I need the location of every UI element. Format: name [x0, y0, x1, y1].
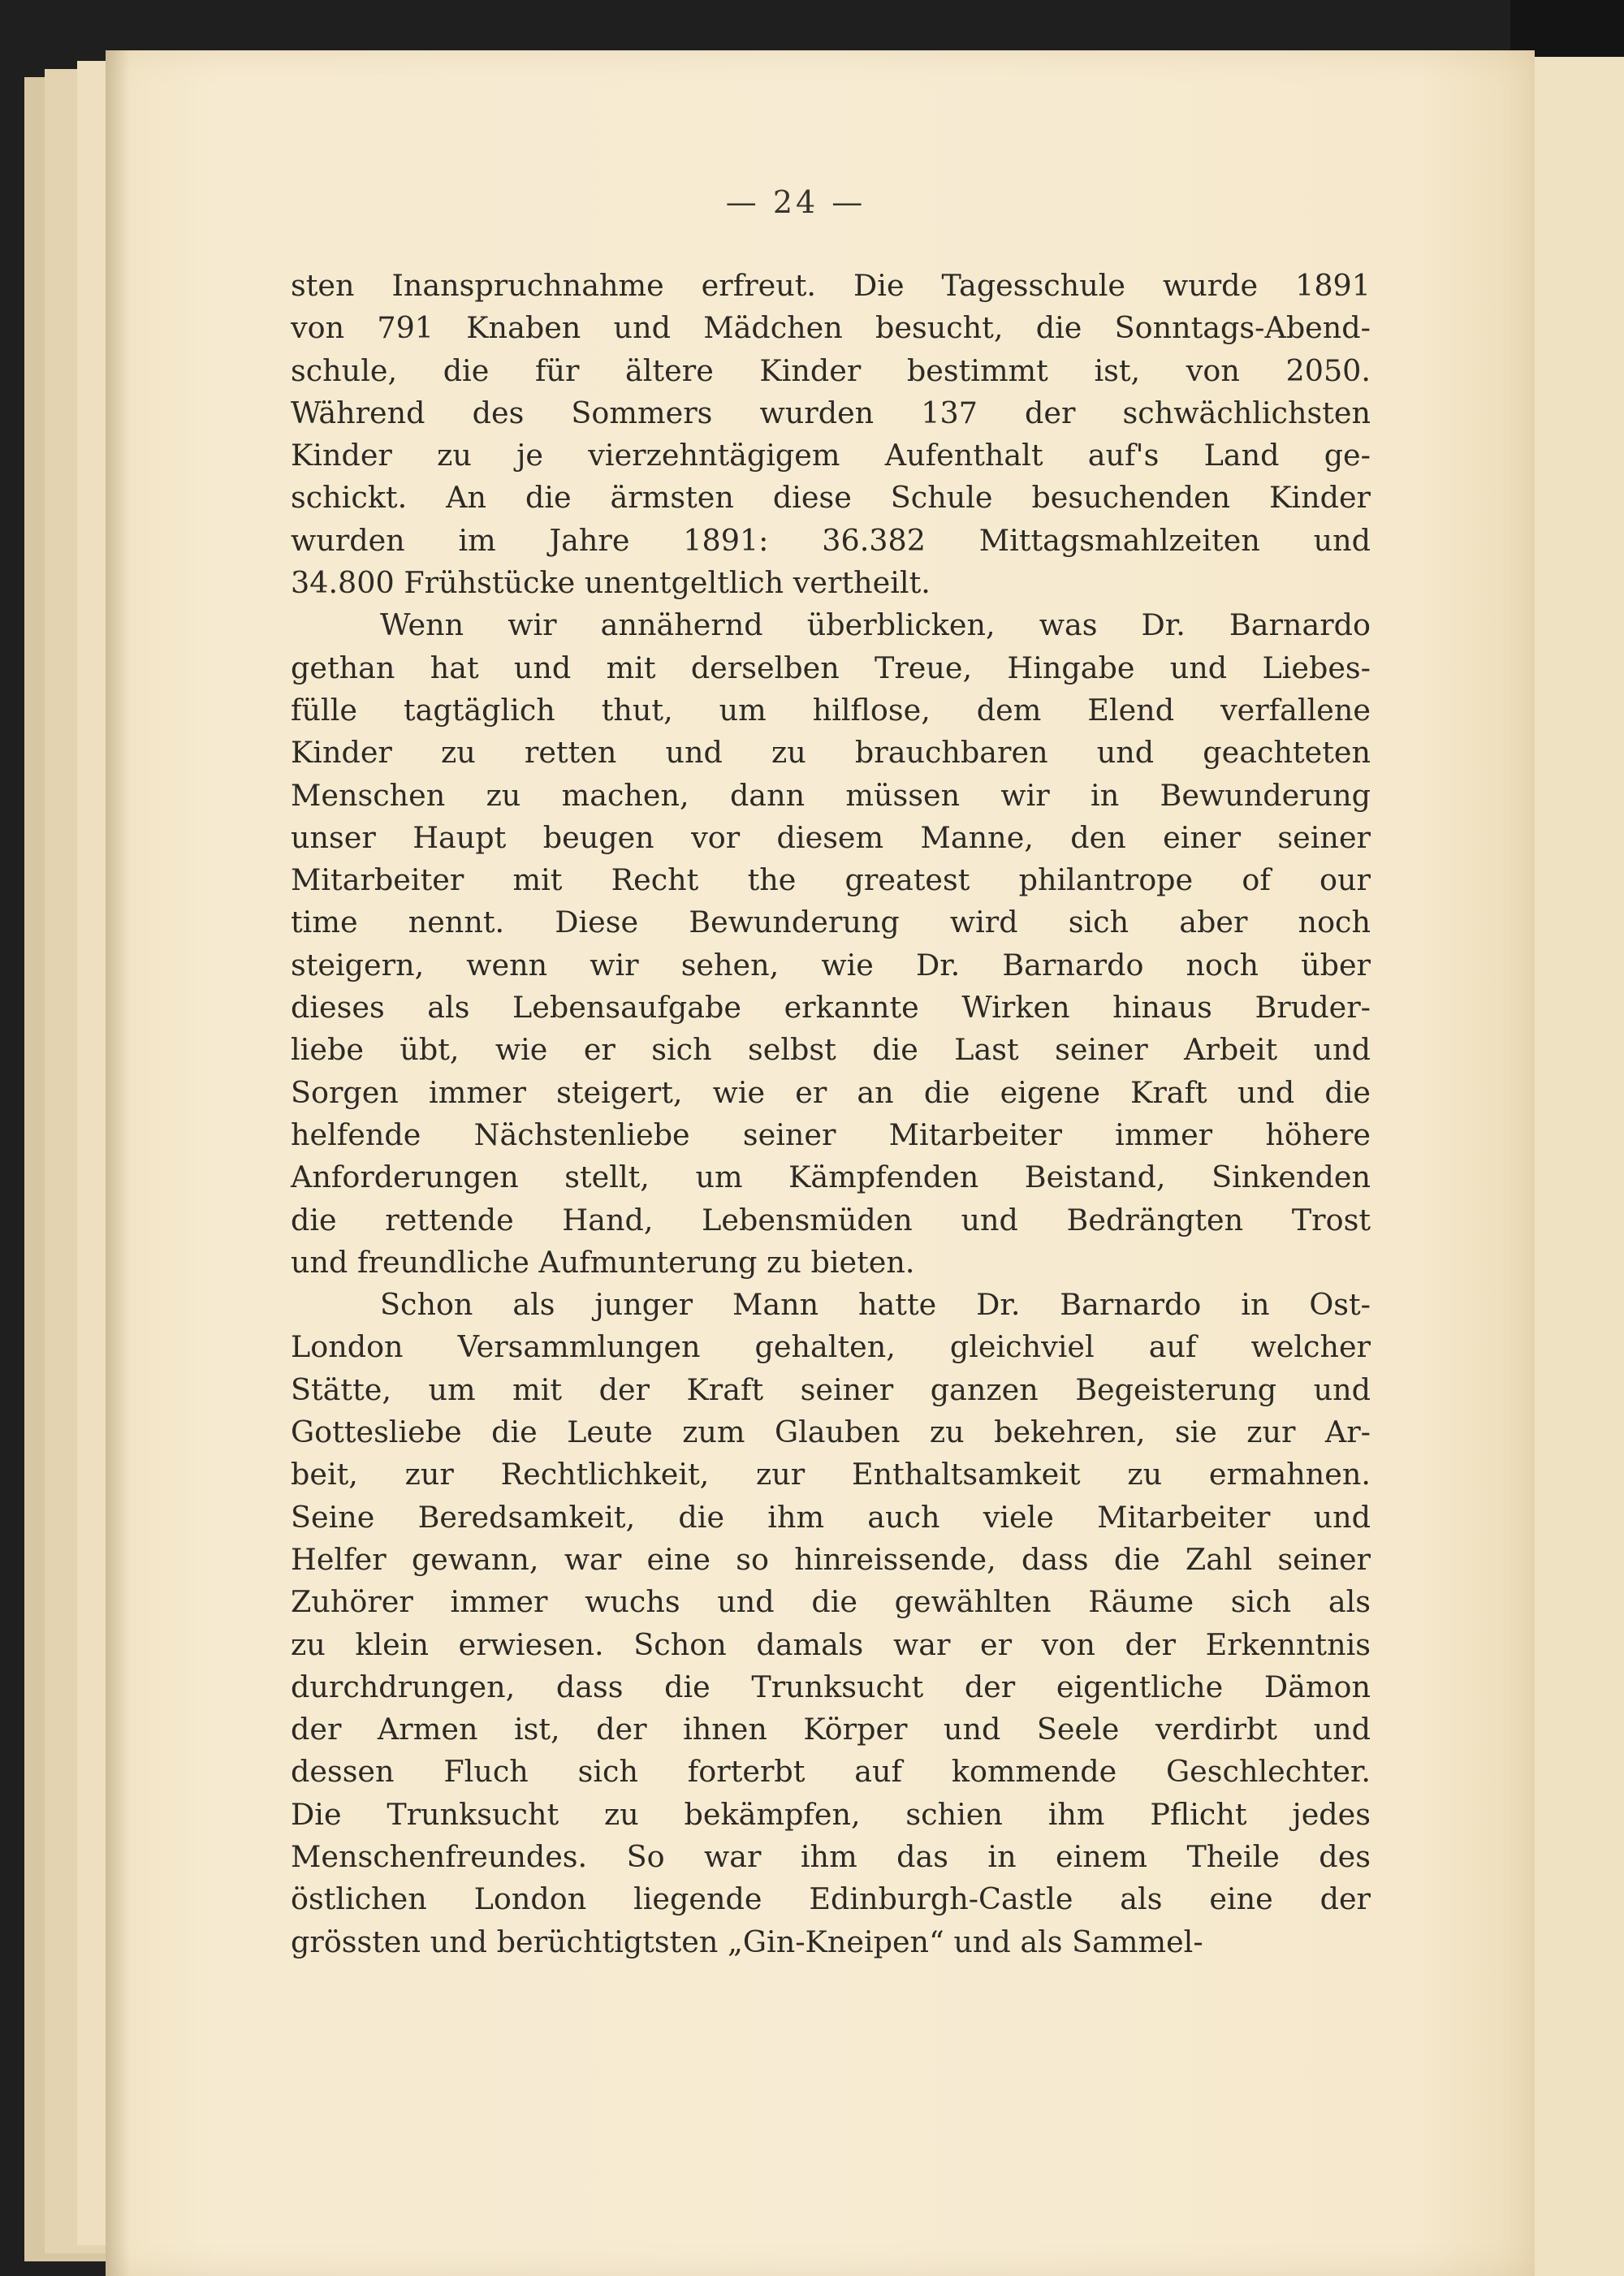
binding-shadow: [106, 50, 130, 2276]
text-line: wurden im Jahre 1891: 36.382 Mittagsmahlzeiten und: [291, 522, 1371, 558]
text-line: Kinder zu je vierzehntägigem Aufenthalt auf's Land ge-: [291, 438, 1371, 473]
text-line: dieses als Lebensaufgabe erkannte Wirken hinaus Bruder-: [291, 990, 1371, 1026]
text-line: die rettende Hand, Lebensmüden und Bedrängten Trost: [291, 1202, 1371, 1237]
text-line: durchdrungen, dass die Trunksucht der eigentliche Dämon: [291, 1669, 1371, 1704]
text-line: Sorgen immer steigert, wie er an die eigene Kraft und die: [291, 1074, 1371, 1110]
text-line: liebe übt, wie er sich selbst die Last seiner Arbeit und: [291, 1032, 1371, 1068]
text-line: schule, die für ältere Kinder bestimmt ist, von 2050.: [291, 352, 1371, 388]
text-line: Die Trunksucht zu bekämpfen, schien ihm Pflicht jedes: [291, 1796, 1371, 1832]
paragraph: [291, 604, 1371, 1284]
adjacent-page-edge: [1527, 57, 1624, 2276]
text-line: Kinder zu retten und zu brauchbaren und geachteten: [291, 735, 1371, 771]
text-line: 34.800 Frühstücke unentgeltlich vertheilt.: [291, 565, 931, 601]
text-line: dessen Fluch sich forterbt auf kommende Geschlechter.: [291, 1754, 1371, 1790]
text-line: London Versammlungen gehalten, gleichviel auf welcher: [291, 1329, 1371, 1365]
text-line: time nennt. Diese Bewunderung wird sich aber noch: [291, 905, 1371, 940]
text-line: Menschen zu machen, dann müssen wir in Bewunderung: [291, 777, 1371, 813]
text-line: schickt. An die ärmsten diese Schule besuchenden Kinder: [291, 480, 1371, 516]
text-line: helfende Nächstenliebe seiner Mitarbeiter immer höhere: [291, 1116, 1371, 1152]
text-line: grössten und berüchtigtsten „Gin-Kneipen“ und als Sammel-: [291, 1924, 1203, 1959]
text-line: Mitarbeiter mit Recht the greatest philantrope of our: [291, 862, 1371, 898]
text-line: Schon als junger Mann hatte Dr. Barnardo in Ost-: [380, 1287, 1371, 1323]
text-line: fülle tagtäglich thut, um hilflose, dem Elend verfallene: [291, 692, 1371, 728]
text-line: unser Haupt beugen vor diesem Manne, den einer seiner: [291, 819, 1371, 855]
text-line: Wenn wir annähernd überblicken, was Dr. Barnardo: [380, 607, 1371, 643]
text-line: Anforderungen stellt, um Kämpfenden Beistand, Sinkenden: [291, 1160, 1371, 1195]
body-text: [291, 265, 1371, 1963]
text-line: östlichen London liegende Edinburgh-Castle als eine der: [291, 1881, 1371, 1917]
text-line: Während des Sommers wurden 137 der schwächlichsten: [291, 395, 1371, 430]
text-line: zu klein erwiesen. Schon damals war er von der Erkenntnis: [291, 1626, 1371, 1662]
text-line: Helfer gewann, war eine so hinreissende, dass die Zahl seiner: [291, 1541, 1371, 1577]
text-line: Gottesliebe die Leute zum Glauben zu bekehren, sie zur Ar-: [291, 1414, 1371, 1450]
text-line: Menschenfreundes. So war ihm das in einem Theile des: [291, 1838, 1371, 1874]
text-line: Stätte, um mit der Kraft seiner ganzen Begeisterung und: [291, 1371, 1371, 1407]
text-line: gethan hat und mit derselben Treue, Hingabe und Liebes-: [291, 650, 1371, 685]
paragraph: [291, 1284, 1371, 1963]
text-line: beit, zur Rechtlichkeit, zur Enthaltsamkeit zu ermahnen.: [291, 1457, 1371, 1492]
page-number: — 24 —: [725, 184, 866, 220]
paragraph: [291, 265, 1371, 604]
text-line: steigern, wenn wir sehen, wie Dr. Barnardo noch über: [291, 947, 1371, 983]
background-dark-corner: [1510, 0, 1624, 57]
text-line: der Armen ist, der ihnen Körper und Seele verdirbt und: [291, 1712, 1371, 1747]
text-line: Seine Beredsamkeit, die ihm auch viele Mitarbeiter und: [291, 1499, 1371, 1535]
text-line: Zuhörer immer wuchs und die gewählten Räume sich als: [291, 1584, 1371, 1620]
text-line: und freundliche Aufmunterung zu bieten.: [291, 1244, 915, 1280]
text-line: von 791 Knaben und Mädchen besucht, die Sonntags-Abend-: [291, 310, 1371, 346]
text-line: sten Inanspruchnahme erfreut. Die Tagesschule wurde 1891: [291, 268, 1371, 303]
